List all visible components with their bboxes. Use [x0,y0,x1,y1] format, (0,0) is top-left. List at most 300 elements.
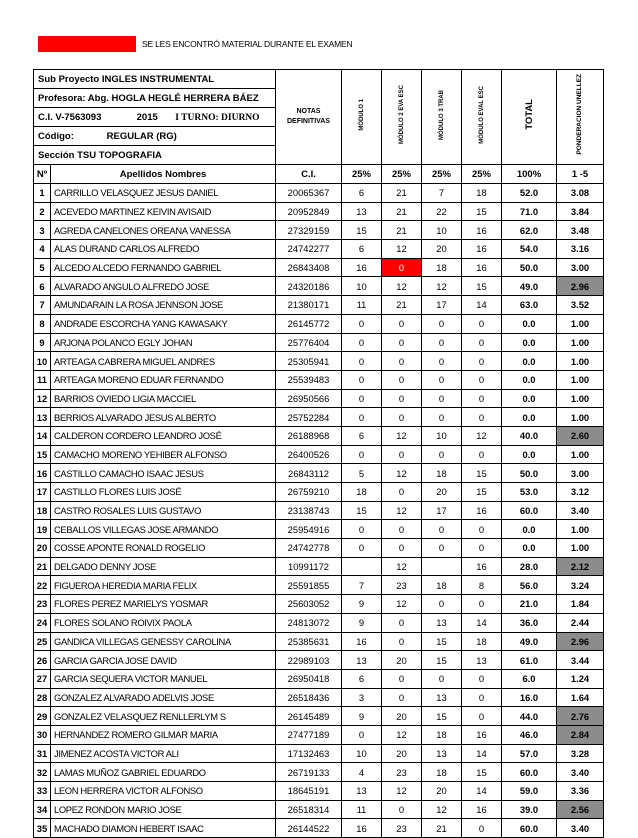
student-number: 14 [34,426,51,445]
table-row [34,688,604,707]
student-name: ALVARADO ANGULO ALFREDO JOSE [51,277,276,296]
total-score: 54.0 [502,240,557,259]
ci-turno-line [34,108,276,127]
modulo-1-score: 0 [342,408,382,427]
modulo-4-score: 15 [462,277,502,296]
student-name: CALDERON CORDERO LEANDRO JOSÉ [51,426,276,445]
modulo-4-score: 12 [462,426,502,445]
total-score: 60.0 [502,763,557,782]
modulo-4-score: 0 [462,707,502,726]
total-score: 61.0 [502,651,557,670]
student-ci: 25776404 [276,333,342,352]
student-ci: 25385631 [276,632,342,651]
modulo-1-score: 16 [342,819,382,838]
total-score: 52.0 [502,184,557,203]
student-ci: 26950418 [276,669,342,688]
modulo-4-score: 0 [462,595,502,614]
modulo-4-score: 16 [462,557,502,576]
student-ci: 24813072 [276,613,342,632]
table-row [34,782,604,801]
student-name: ALCEDO ALCEDO FERNANDO GABRIEL [51,258,276,277]
modulo-3-score: 0 [422,370,462,389]
total-score: 28.0 [502,557,557,576]
modulo-4-score: 0 [462,669,502,688]
table-row [34,501,604,520]
student-number: 12 [34,389,51,408]
ponderacion-score: 3.36 [557,782,604,801]
student-number: 2 [34,202,51,221]
modulo-4-score: 0 [462,520,502,539]
modulo-1-score: 4 [342,763,382,782]
ponderacion-score: 1.84 [557,595,604,614]
table-row [34,296,604,315]
modulo-3-score: 0 [422,333,462,352]
ponderacion-header: PONDERACION UNELLEZ [557,70,604,165]
student-name: BERRIOS ALVARADO JESUS ALBERTO [51,408,276,427]
student-ci: 26843112 [276,464,342,483]
total-score: 57.0 [502,744,557,763]
modulo-2-score: 0 [382,632,422,651]
student-number: 15 [34,445,51,464]
student-name: MACHADO DIAMON HEBERT ISAAC [51,819,276,838]
modulo-3-score: 20 [422,782,462,801]
student-ci: 24320186 [276,277,342,296]
modulo-2-score: 0 [382,370,422,389]
modulo-2-score: 12 [382,557,422,576]
ponderacion-score: 3.52 [557,296,604,315]
student-number: 28 [34,688,51,707]
modulo-2-score: 0 [382,688,422,707]
total-score: 6.0 [502,669,557,688]
ponderacion-score: 1.00 [557,352,604,371]
student-ci: 20065367 [276,184,342,203]
modulo-1-score: 6 [342,240,382,259]
student-number: 29 [34,707,51,726]
student-name: GARCIA GARCIA JOSE DAVID [51,651,276,670]
modulo-4-score: 15 [462,763,502,782]
student-name: CEBALLOS VILLEGAS JOSE ARMANDO [51,520,276,539]
table-row [34,408,604,427]
table-row [34,763,604,782]
table-row [34,632,604,651]
modulo-4-score: 0 [462,408,502,427]
ponderacion-score: 3.16 [557,240,604,259]
modulo-1-score: 0 [342,725,382,744]
ponderacion-score: 2.96 [557,632,604,651]
student-name: ACEVEDO MARTINEZ KEIVIN AVISAID [51,202,276,221]
modulo-2-score: 20 [382,707,422,726]
student-number: 33 [34,782,51,801]
modulo-3-score: 20 [422,240,462,259]
modulo-3-score: 22 [422,202,462,221]
modulo-3-score: 10 [422,426,462,445]
table-row [34,483,604,502]
table-row [34,539,604,558]
col-m2-header: 25% [382,165,422,184]
year: 2015 [136,111,158,123]
modulo-3-score: 17 [422,501,462,520]
student-ci: 26719133 [276,763,342,782]
modulo-4-score: 14 [462,296,502,315]
modulo-3-score: 0 [422,314,462,333]
table-row [34,314,604,333]
modulo-3-score: 7 [422,184,462,203]
modulo-1-score: 10 [342,277,382,296]
student-number: 8 [34,314,51,333]
modulo-2-score: 20 [382,744,422,763]
total-score: 59.0 [502,782,557,801]
table-row [34,520,604,539]
total-score: 36.0 [502,613,557,632]
seccion: Sección TSU TOPOGRAFIA [34,146,276,165]
grades-table [33,69,604,838]
col-m4-header: 25% [462,165,502,184]
modulo-4-score: 16 [462,258,502,277]
ponderacion-score: 3.12 [557,483,604,502]
student-ci: 26518436 [276,688,342,707]
modulo-2-score: 0 [382,539,422,558]
total-score: 46.0 [502,725,557,744]
modulo-1-score: 0 [342,314,382,333]
sub-proyecto: Sub Proyecto INGLES INSTRUMENTAL [34,70,276,89]
table-row [34,221,604,240]
notas-definitivas-header: NOTAS DEFINITIVAS [276,70,342,165]
student-number: 17 [34,483,51,502]
modulo-3-score: 21 [422,819,462,838]
modulo-4-score: 16 [462,240,502,259]
modulo-1-score: 10 [342,744,382,763]
student-ci: 25954916 [276,520,342,539]
modulo-1-score: 0 [342,389,382,408]
modulo-1-score: 0 [342,539,382,558]
modulo-4-score: 0 [462,389,502,408]
student-number: 20 [34,539,51,558]
total-score: 40.0 [502,426,557,445]
student-name: JIMENEZ ACOSTA VICTOR ALI [51,744,276,763]
modulo-4-score: 13 [462,651,502,670]
col-ci-header: C.I. [276,165,342,184]
modulo-2-score: 12 [382,277,422,296]
modulo-1-score: 3 [342,688,382,707]
student-ci: 26518314 [276,800,342,819]
student-number: 5 [34,258,51,277]
student-name: CASTILLO CAMACHO ISAAC JESUS [51,464,276,483]
ponderacion-score: 1.00 [557,370,604,389]
student-number: 7 [34,296,51,315]
modulo-2-score: 0 [382,800,422,819]
col-name-header: Apellidos Nombres [51,165,276,184]
turno: I TURNO: DIURNO [175,112,260,123]
modulo-1-score: 7 [342,576,382,595]
ponderacion-score: 3.44 [557,651,604,670]
modulo-4-score: 0 [462,370,502,389]
table-row [34,258,604,277]
student-number: 34 [34,800,51,819]
modulo-1-score: 11 [342,800,382,819]
student-name: ARTEAGA CABRERA MIGUEL ANDRES [51,352,276,371]
modulo-3-score: 12 [422,800,462,819]
ponderacion-score: 3.24 [557,576,604,595]
student-name: LEON HERRERA VICTOR ALFONSO [51,782,276,801]
modulo-3-score: 0 [422,408,462,427]
total-score: 0.0 [502,333,557,352]
total-score: 0.0 [502,370,557,389]
modulo-4-score: 16 [462,800,502,819]
ponderacion-score: 1.00 [557,389,604,408]
student-ci: 25539483 [276,370,342,389]
profesora-ci: C.I. V-7563093 [38,111,102,123]
table-row [34,707,604,726]
modulo-1-score: 16 [342,632,382,651]
student-number: 18 [34,501,51,520]
modulo-3-score: 18 [422,763,462,782]
modulo-1-score: 0 [342,370,382,389]
modulo-2-score: 12 [382,725,422,744]
modulo-2-score: 23 [382,819,422,838]
modulo-2-score: 0 [382,483,422,502]
modulo-2-score: 0 [382,520,422,539]
modulo-3-score: 15 [422,707,462,726]
table-row [34,370,604,389]
student-name: HERNANDEZ ROMERO GILMAR MARIA [51,725,276,744]
table-row [34,333,604,352]
modulo-3-score: 18 [422,576,462,595]
modulo-4-score: 15 [462,464,502,483]
ponderacion-score: 3.28 [557,744,604,763]
modulo-3-score: 15 [422,632,462,651]
modulo-4-score: 14 [462,782,502,801]
student-number: 23 [34,595,51,614]
ponderacion-score: 3.08 [557,184,604,203]
modulo-2-score: 20 [382,651,422,670]
student-ci: 26145772 [276,314,342,333]
legend-red-swatch [38,36,136,52]
modulo-1-score: 13 [342,202,382,221]
modulo-2-score: 12 [382,782,422,801]
student-name: ANDRADE ESCORCHA YANG KAWASAKY [51,314,276,333]
student-ci: 26843408 [276,258,342,277]
modulo-4-score: 0 [462,688,502,707]
modulo-3-score: 0 [422,539,462,558]
total-score: 56.0 [502,576,557,595]
modulo-1-score: 18 [342,483,382,502]
total-score: 60.0 [502,819,557,838]
total-score: 49.0 [502,632,557,651]
total-score: 71.0 [502,202,557,221]
modulo-4-score: 0 [462,445,502,464]
modulo-1-score: 0 [342,520,382,539]
profesora: Profesora: Abg. HOGLA HEGLÉ HERRERA BÁEZ [34,89,276,108]
ponderacion-score: 2.76 [557,707,604,726]
ponderacion-score: 2.56 [557,800,604,819]
student-ci: 24742277 [276,240,342,259]
table-row [34,184,604,203]
ponderacion-score: 2.84 [557,725,604,744]
table-row [34,744,604,763]
modulo-1-score: 15 [342,221,382,240]
modulo-4-header: MÓDULO EVAL ESC [462,70,502,165]
total-score: 16.0 [502,688,557,707]
modulo-4-score: 0 [462,333,502,352]
table-row [34,202,604,221]
student-number: 26 [34,651,51,670]
modulo-4-score: 16 [462,501,502,520]
ponderacion-score: 3.40 [557,819,604,838]
student-ci: 24742778 [276,539,342,558]
student-number: 27 [34,669,51,688]
modulo-4-score: 0 [462,539,502,558]
modulo-2-score: 21 [382,296,422,315]
total-score: 0.0 [502,408,557,427]
column-header-row [34,165,604,184]
table-row [34,595,604,614]
table-row [34,240,604,259]
student-name: FIGUEROA HEREDIA MARIA FELIX [51,576,276,595]
ponderacion-score: 1.00 [557,333,604,352]
student-number: 32 [34,763,51,782]
modulo-2-score: 12 [382,501,422,520]
student-number: 31 [34,744,51,763]
student-number: 4 [34,240,51,259]
table-row [34,464,604,483]
modulo-2-score: 21 [382,202,422,221]
modulo-1-score: 11 [342,296,382,315]
total-header: TOTAL [502,70,557,165]
total-score: 50.0 [502,464,557,483]
total-score: 62.0 [502,221,557,240]
modulo-4-score: 16 [462,221,502,240]
student-name: FLORES SOLANO ROIVIX PAOLA [51,613,276,632]
student-name: ARTEAGA MORENO EDUAR FERNANDO [51,370,276,389]
modulo-2-score: 12 [382,595,422,614]
modulo-1-header: MÓDULO 1 [342,70,382,165]
total-score: 44.0 [502,707,557,726]
student-ci: 25305941 [276,352,342,371]
modulo-2-score: 12 [382,464,422,483]
table-row [34,819,604,838]
modulo-2-score: 0 [382,258,422,277]
student-name: ARJONA POLANCO EGLY JOHAN [51,333,276,352]
modulo-3-score: 13 [422,688,462,707]
codigo-value: REGULAR (RG) [106,130,177,142]
student-ci: 26145489 [276,707,342,726]
student-ci: 17132463 [276,744,342,763]
student-ci: 21380171 [276,296,342,315]
ponderacion-score: 3.84 [557,202,604,221]
student-number: 11 [34,370,51,389]
modulo-3-score: 15 [422,651,462,670]
table-row [34,651,604,670]
student-number: 30 [34,725,51,744]
modulo-1-score: 9 [342,707,382,726]
modulo-2-score: 0 [382,352,422,371]
total-score: 0.0 [502,445,557,464]
modulo-3-score: 0 [422,389,462,408]
modulo-1-score: 5 [342,464,382,483]
total-score: 39.0 [502,800,557,819]
table-row [34,352,604,371]
modulo-3-header: MÓDULO 3 TRAB [422,70,462,165]
modulo-1-score [342,557,382,576]
modulo-3-score: 12 [422,277,462,296]
table-row [34,277,604,296]
student-name: GARCIA SEQUERA VICTOR MANUEL [51,669,276,688]
codigo-label: Código: [38,130,74,142]
student-number: 6 [34,277,51,296]
student-number: 19 [34,520,51,539]
modulo-3-score: 13 [422,613,462,632]
modulo-4-score: 14 [462,613,502,632]
ponderacion-score: 1.00 [557,539,604,558]
student-name: CAMACHO MORENO YEHIBER ALFONSO [51,445,276,464]
modulo-3-score: 0 [422,520,462,539]
ponderacion-score: 1.00 [557,520,604,539]
modulo-3-score: 0 [422,595,462,614]
student-number: 16 [34,464,51,483]
student-number: 9 [34,333,51,352]
table-row [34,800,604,819]
student-name: CASTRO ROSALES LUIS GUSTAVO [51,501,276,520]
modulo-1-score: 0 [342,333,382,352]
student-ci: 27329159 [276,221,342,240]
table-row [34,445,604,464]
student-ci: 26400526 [276,445,342,464]
ponderacion-score: 2.60 [557,426,604,445]
modulo-3-score [422,557,462,576]
modulo-4-score: 15 [462,202,502,221]
col-pond-header: 1 -5 [557,165,604,184]
student-name: GONZALEZ VELASQUEZ RENLLERLYM S [51,707,276,726]
ponderacion-score: 1.64 [557,688,604,707]
total-score: 49.0 [502,277,557,296]
codigo-line [34,127,276,146]
modulo-2-score: 23 [382,763,422,782]
modulo-2-score: 12 [382,240,422,259]
ponderacion-score: 1.24 [557,669,604,688]
student-ci: 25603052 [276,595,342,614]
modulo-3-score: 18 [422,725,462,744]
student-name: LOPEZ RONDON MARIO JOSE [51,800,276,819]
modulo-3-score: 18 [422,258,462,277]
modulo-2-score: 23 [382,576,422,595]
total-score: 0.0 [502,314,557,333]
table-row [34,557,604,576]
modulo-3-score: 10 [422,221,462,240]
ponderacion-score: 1.00 [557,408,604,427]
modulo-1-score: 13 [342,782,382,801]
modulo-1-score: 0 [342,352,382,371]
legend-text: SE LES ENCONTRÓ MATERIAL DURANTE EL EXAMEN [142,39,353,49]
ponderacion-score: 3.40 [557,501,604,520]
student-ci: 25752284 [276,408,342,427]
modulo-4-score: 14 [462,744,502,763]
student-name: AMUNDARAIN LA ROSA JENNSON JOSE [51,296,276,315]
student-name: GANDICA VILLEGAS GENESSY CAROLINA [51,632,276,651]
student-ci: 23138743 [276,501,342,520]
student-number: 1 [34,184,51,203]
modulo-4-score: 15 [462,483,502,502]
student-number: 10 [34,352,51,371]
modulo-1-score: 13 [342,651,382,670]
modulo-4-score: 18 [462,184,502,203]
modulo-1-score: 15 [342,501,382,520]
student-name: CASTILLO FLORES LUIS JOSÉ [51,483,276,502]
student-number: 35 [34,819,51,838]
table-row [34,426,604,445]
total-score: 0.0 [502,520,557,539]
modulo-1-score: 9 [342,613,382,632]
modulo-3-score: 0 [422,445,462,464]
